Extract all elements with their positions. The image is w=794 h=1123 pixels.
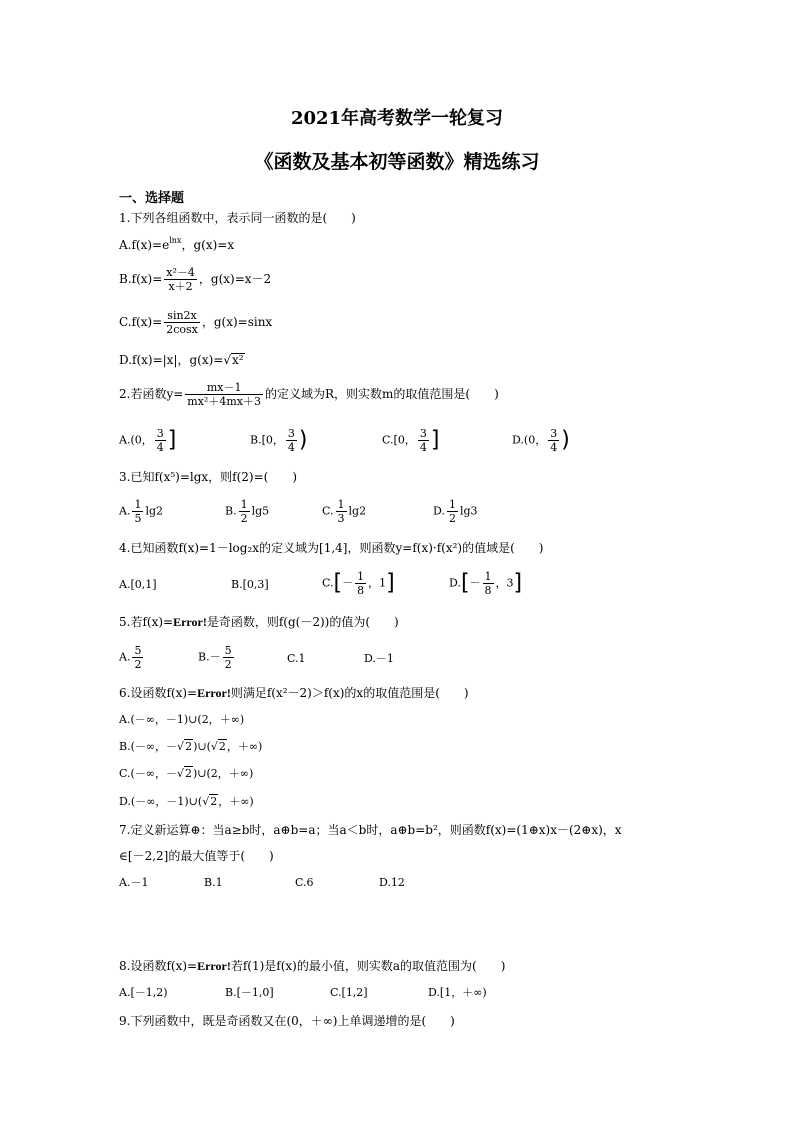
q4-option-b: B.[0,3] <box>231 578 269 591</box>
q2-option-d: D.(0， $\frac{3}{4}$ ) <box>512 427 570 454</box>
q7-stem-line1: 7.定义新运算⊕：当a≥b时，a⊕b=a；当a＜b时，a⊕b=b²，则函数f(x)=(1⊕x)x－(2⊕x)，x <box>119 823 622 837</box>
q6-option-c: C.(－∞，－√2)∪(2，＋∞) <box>119 767 254 780</box>
q4-option-c: C.[－ $\frac{1}{8}$ ，1] <box>322 570 395 597</box>
q3-option-d: D. $\frac{1}{2}$ lg3 <box>433 498 478 525</box>
q6-option-d: D.(－∞，－1)∪(√2，＋∞) <box>119 795 254 808</box>
q6-option-b: B.(－∞，－√2)∪(√2，＋∞) <box>119 740 263 753</box>
q2-option-b: B.[0， $\frac{3}{4}$ ) <box>250 427 308 454</box>
q3-stem: 3.已知f(x⁵)=lgx，则f(2)=( ) <box>119 470 298 484</box>
fraction: $\frac{\text{x²－4}}{x+2}$ <box>166 266 195 293</box>
q7-option-b: B.1 <box>204 876 223 889</box>
q9-stem: 9.下列函数中，既是奇函数又在(0，＋∞)上单调递增的是( ) <box>119 1014 455 1028</box>
q8-option-d: D.[1，＋∞) <box>428 986 487 999</box>
q1-stem: 1.下列各组函数中，表示同一函数的是( ) <box>119 211 356 225</box>
q5-option-c: C.1 <box>287 652 306 665</box>
q2-option-c: C.[0， $\frac{3}{4}$ ] <box>382 427 440 454</box>
q5-option-a: A. $\frac{5}{2}$ <box>119 644 142 671</box>
q1-option-c: C.f(x)= $\frac{\sin 2x}{2\cos x}$ ，g(x)=sinx <box>119 309 273 336</box>
q4-option-a: A.[0,1] <box>119 578 157 591</box>
q3-option-b: B. $\frac{1}{2}$ lg5 <box>225 498 270 525</box>
q8-option-c: C.[1,2] <box>330 986 368 999</box>
document-title: 2021年高考数学一轮复习 <box>290 108 504 129</box>
q3-option-a: A. $\frac{1}{5}$ lg2 <box>119 498 164 525</box>
q1-option-d: D.f(x)=|x|，g(x)=√x² <box>119 353 244 367</box>
q7-option-d: D.12 <box>379 876 405 889</box>
fraction: $\frac{\sin 2x}{2\cos x}$ <box>166 309 198 336</box>
q8-stem: 8.设函数f(x)=Error!若f(1)是f(x)的最小值，则实数a的取值范围为( ) <box>119 959 506 973</box>
section-heading: 一、选择题 <box>119 191 185 206</box>
q5-option-d: D.－1 <box>364 652 394 665</box>
q1-option-b: B.f(x)= $\frac{\text{x²－4}}{x+2}$ ，g(x)=x－2 <box>119 266 272 293</box>
q4-option-d: D.[－ $\frac{1}{8}$ ，3] <box>449 570 523 597</box>
q3-option-c: C. $\frac{1}{3}$ lg2 <box>322 498 367 525</box>
q2-option-a: A.(0， $\frac{3}{4}$ ] <box>119 427 177 454</box>
document-subtitle: 《函数及基本初等函数》精选练习 <box>254 151 540 173</box>
q7-option-a: A.－1 <box>119 876 149 889</box>
q2-stem: 2.若函数y= $\frac{mx-1}{\text{mx²＋4mx＋3}}$ 的定义域为R，则实数m的取值范围是( ) <box>119 381 499 408</box>
q5-option-b: B.－ $\frac{5}{2}$ <box>198 644 232 671</box>
q8-option-b: B.[－1,0] <box>225 986 274 999</box>
q6-stem: 6.设函数f(x)=Error!则满足f(x²－2)＞f(x)的x的取值范围是( ) <box>119 686 469 700</box>
q7-option-c: C.6 <box>295 876 314 889</box>
q1-option-a: $A.f(x)=e^{lnx}$，g(x)=x <box>119 236 235 252</box>
q7-stem-line2: ∈[－2,2]的最大值等于( ) <box>119 849 274 863</box>
q8-option-a: A.[－1,2) <box>119 986 168 999</box>
q6-option-a: A.(－∞，－1)∪(2，＋∞) <box>119 713 245 726</box>
q5-stem: 5.若f(x)=Error!是奇函数，则f(g(－2))的值为( ) <box>119 615 399 629</box>
q4-stem: 4.已知函数f(x)=1－log₂x的定义域为[1,4]，则函数y=f(x)·f(x²)的值域是( ) <box>119 541 544 555</box>
fraction: $\frac{mx-1}{\text{mx²＋4mx＋3}}$ <box>187 381 261 408</box>
